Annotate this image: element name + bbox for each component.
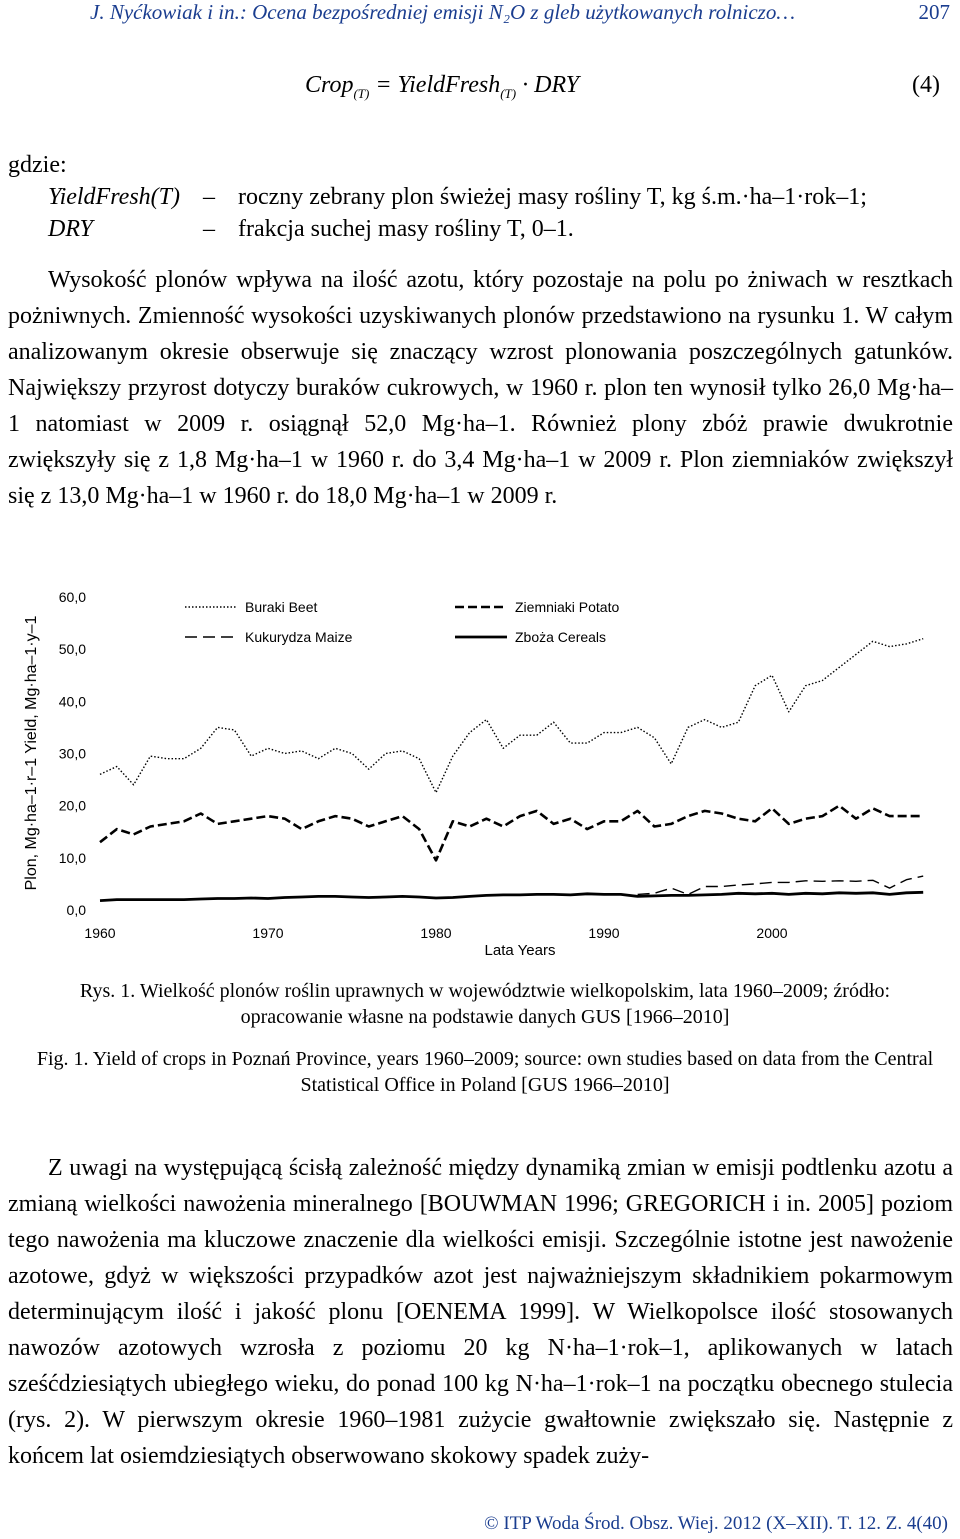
x-axis-label: Lata Years (484, 942, 556, 959)
definition-term: YieldFresh(T) (48, 184, 180, 210)
caption-pl: Rys. 1. Wielkość plonów roślin uprawnych w województwie wielkopolskim, lata 1960–2009; źródło: opracowanie własne na podstawie danych GUS [1966–2010] (79, 980, 891, 1028)
series-line (100, 892, 923, 900)
caption-en: Fig. 1. Yield of crops in Poznań Province, years 1960–2009; source: own studies based on data from the Central Statistical Office in Poland [GUS 1966–2010] (36, 1048, 934, 1096)
y-tick-label: 0,0 (66, 902, 86, 918)
equation (305, 72, 579, 102)
x-tick-label: 1960 (84, 925, 116, 941)
x-tick-label: 1970 (252, 925, 284, 941)
paragraph-2: Z uwagi na występującą ścisłą zależność między dynamiką zmian w emisji podtlenku azotu a zmianą wielkości nawożenia mineralnego [BOUWMAN 1996; GREGORICH i in. 2005] poziom tego nawożenia ma kluczowe znaczenie dla wielkości emisji. Szczególnie istotne jest nawożenie azotowe, gdyż w większości przypadków azot jest najważniejszym składnikiem pokarmowym determinującym ilość i jakość plonu [OENEMA 1999]. W Wielkopolsce ilość stosowanych nawozów azotowych wzrosła z poziomu 20 kg N·ha–1·rok–1, aplikowanych w latach sześćdziesiątych ubiegłego wieku, do ponad 100 kg N·ha–1·rok–1 na początku obecnego stulecia (rys. 2). W pierwszym okresie 1960–1981 zużycie gwałtownie zwiększało się. Następnie z końcem lat osiemdziesiątych obserwowano skokowy spadek zuży- (8, 1155, 953, 1469)
y-axis-label: Plon, Mg·ha–1·r–1 Yield, Mg·ha–1·y–1 (23, 615, 40, 891)
y-tick-label: 30,0 (58, 745, 86, 762)
x-tick-label: 2000 (756, 925, 788, 941)
y-tick-label: 50,0 (58, 641, 86, 658)
series-line (638, 876, 924, 894)
eq-sub2: (T) (500, 85, 517, 101)
header-title: J. Nyćkowiak i in.: Ocena bezpośredniej emisji N₂O z gleb użytkowanych rolniczo… (90, 0, 796, 24)
eq-sub1: (T) (353, 85, 370, 101)
definition-text: roczny zebrany plon świeżej masy rośliny T, kg ś.m.·ha–1·rok–1; (238, 184, 867, 210)
definition-term: DRY (48, 216, 93, 242)
legend-label: Buraki Beet (245, 599, 318, 615)
x-tick-label: 1980 (420, 925, 452, 941)
series-line (100, 806, 923, 861)
legend-label: Kukurydza Maize (245, 629, 353, 645)
eq-lhs: Crop (305, 72, 354, 98)
equation-number: (4) (912, 72, 940, 98)
y-tick-label: 20,0 (58, 797, 86, 814)
eq-rhs: = YieldFresh (375, 72, 501, 98)
paragraph-1: Wysokość plonów wpływa na ilość azotu, który pozostaje na polu po żniwach w resztkach pożniwnych. Zmienność wysokości uzyskiwanych plonów przedstawiono na rysunku 1. W całym analizowanym okresie obserwuje się znaczący wzrost plonowania poszczególnych gatunków. Największy przyrost dotyczy buraków cukrowych, w 1960 r. plon ten wynosił tylko 26,0 Mg·ha–1 natomiast w 2009 r. osiągnął 52,0 Mg·ha–1. Również plony zbóż prawie dwukrotnie zwiększyły się z 1,8 Mg·ha–1 w 1960 r. do 3,4 Mg·ha–1 w 2009 r. Plon ziemniaków zwiększył się z 13,0 Mg·ha–1 w 1960 r. do 18,0 Mg·ha–1 w 2009 r. (8, 267, 953, 509)
chart-legend (185, 599, 619, 645)
yield-chart (0, 575, 960, 970)
definitions-intro: gdzie: (8, 152, 67, 178)
definition-item: DRY – frakcja suchej masy rośliny T, 0–1. (48, 216, 574, 242)
legend-label: Ziemniaki Potato (515, 599, 620, 615)
y-tick-label: 60,0 (58, 589, 86, 605)
series-line (100, 639, 923, 793)
y-tick-label: 40,0 (58, 693, 86, 710)
chart-axes (23, 589, 788, 959)
legend-label: Zboża Cereals (515, 629, 607, 645)
definition-item: YieldFresh(T) – roczny zebrany plon świeżej masy rośliny T, kg ś.m.·ha–1·rok–1; (48, 184, 867, 210)
footer-citation: © ITP Woda Środ. Obsz. Wiej. 2012 (X–XII). T. 12. Z. 4(40) (484, 1513, 948, 1534)
definition-text: frakcja suchej masy rośliny T, 0–1. (238, 216, 574, 242)
chart-series (100, 639, 923, 901)
y-tick-label: 10,0 (58, 849, 86, 866)
page-number: 207 (918, 0, 950, 24)
eq-tail: · DRY (522, 72, 580, 98)
x-tick-label: 1990 (588, 925, 620, 941)
